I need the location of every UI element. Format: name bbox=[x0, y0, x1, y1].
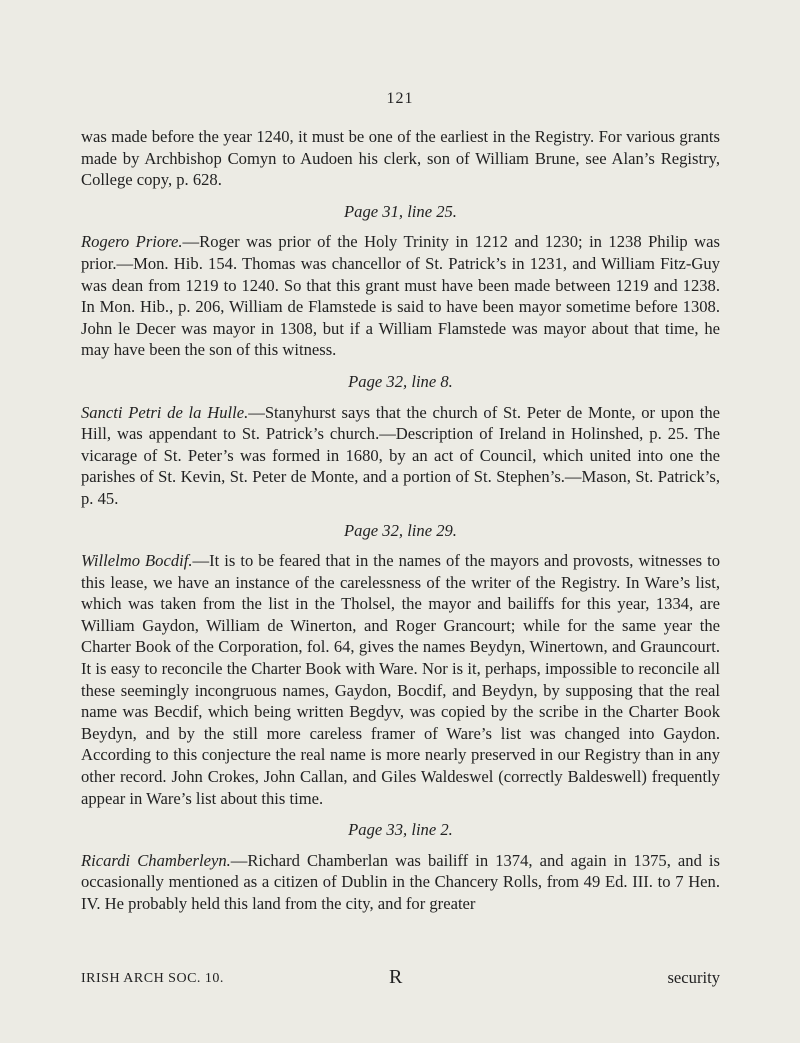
section-heading bbox=[81, 819, 720, 841]
heading-line: line 29. bbox=[407, 520, 457, 540]
paragraph-text: —Richard Chamberlan was bailiff in 1374, and again in 1375, and is occasionally mentioned as a citizen of Dublin in the Chancery Rolls, from 49 Ed. III. to 7 Hen. IV. He probably held this land from the city, and for greater bbox=[81, 850, 720, 913]
heading-page: Page 32, bbox=[344, 520, 404, 540]
lemma: Sancti Petri de la Hulle. bbox=[81, 402, 249, 422]
paragraph bbox=[81, 850, 720, 915]
lemma: Willelmo Bocdif. bbox=[81, 551, 193, 571]
heading-line: line 8. bbox=[411, 371, 453, 391]
heading-page: Page 33, bbox=[348, 820, 408, 840]
paragraph-text: —It is to be feared that in the names of the mayors and provosts, witnesses to this lease, we have an instance of the carelessness of the writer of the Registry. In Ware’s list, which was taken from the list in the Tholsel, the mayor and bailiffs for this year, 1334, are William Gaydon, William de Winerton, and Roger Grancourt; while for the same year the Charter Book of the Corporation, fol. 64, gives the names Beydyn, Winertown, and Grauncourt. It is easy to reconcile the Charter Book with Ware. Nor is it, perhaps, impossible to reconcile all these seemingly incongruous names, Gaydon, Bocdif, and Beydyn, by supposing that the real name was Becdif, which being written Begdyv, was copied by the scribe in the Charter Book Beydyn, and by the still more careless framer of Ware’s list was changed into Gaydon. According to this conjecture the real name is more nearly preserved in our Registry than in any other record. John Crokes, John Callan, and Giles Waldeswel (correctly Baldeswell) frequently appear in Ware’s list about this time. bbox=[81, 551, 721, 808]
paragraph-text: was made before the year 1240, it must be one of the earliest in the Registry. For various grants made by Archbishop Comyn to Audoen his clerk, son of William Brune, see Alan’s Registry, College copy, p. 628. bbox=[81, 127, 720, 190]
heading-line: line 2. bbox=[411, 820, 453, 840]
catchword: security bbox=[667, 968, 720, 987]
page-number: 121 bbox=[386, 90, 414, 107]
heading-page: Page 32, bbox=[348, 371, 408, 391]
signature-mark: R bbox=[389, 966, 403, 988]
paragraph-text: —Roger was prior of the Holy Trinity in 1212 and 1230; in 1238 Philip was prior.—Mon. Hib. 154. Thomas was chancellor of St. Patrick’s in 1231, and William Fitz-Guy was dean from 1219 to 1240. So that this grant must have been made between 1219 and 1238. In Mon. Hib., p. 206, William de Flamstede is said to have been mayor sometime before 1308. John le Decer was mayor in 1308, but if a William Flamstede was mayor about that time, he may have been the son of this witness. bbox=[81, 232, 720, 360]
lemma: Ricardi Chamberleyn. bbox=[81, 850, 231, 870]
journal-signature-line: IRISH ARCH SOC. 10. bbox=[81, 971, 224, 986]
section-heading bbox=[81, 371, 720, 393]
paragraph bbox=[81, 231, 720, 361]
paragraph bbox=[81, 550, 720, 809]
paragraph bbox=[81, 126, 720, 191]
paragraph bbox=[81, 402, 720, 510]
section-heading bbox=[81, 520, 720, 542]
heading-line: line 25. bbox=[407, 201, 457, 221]
section-heading bbox=[81, 201, 720, 223]
paragraph-text: —Stanyhurst says that the church of St. Peter de Monte, or upon the Hill, was appendant to St. Patrick’s church.—Description of Ireland in Holinshed, p. 25. The vicarage of St. Peter’s was formed in 1680, by an act of Council, which united into one the parishes of St. Kevin, St. Peter de Monte, and a portion of St. Stephen’s.—Mason, St. Patrick’s, p. 45. bbox=[81, 402, 720, 508]
body-text bbox=[81, 126, 720, 915]
heading-page: Page 31, bbox=[344, 201, 404, 221]
lemma: Rogero Priore. bbox=[81, 232, 183, 252]
